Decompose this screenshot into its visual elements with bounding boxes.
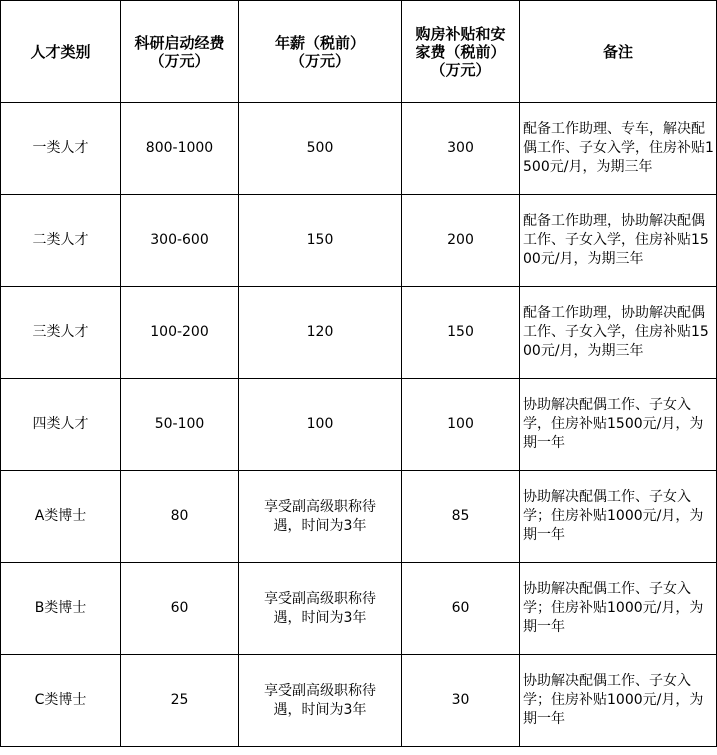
header-remarks <box>520 1 717 103</box>
cell-category-text: B类博士 <box>34 600 87 616</box>
cell-remarks <box>520 103 717 195</box>
cell-category-text: 三类人才 <box>32 324 89 340</box>
cell-salary-text: 100 <box>306 416 334 432</box>
cell-housing-text: 30 <box>451 692 470 708</box>
cell-category <box>1 655 121 747</box>
cell-remarks <box>520 379 717 471</box>
cell-remarks-text: 协助解决配偶工作、子女入学；住房补贴1000元/月，为期一年 <box>523 581 704 635</box>
cell-category <box>1 379 121 471</box>
cell-housing <box>402 471 520 563</box>
header-category <box>1 1 121 103</box>
table-row <box>1 563 717 655</box>
cell-research-fund <box>121 379 239 471</box>
cell-remarks-text: 协助解决配偶工作、子女入学；住房补贴1000元/月，为期一年 <box>523 489 704 543</box>
cell-salary-text: 享受副高级职称待 遇，时间为3年 <box>264 498 376 534</box>
cell-housing <box>402 103 520 195</box>
cell-salary <box>239 655 402 747</box>
cell-category <box>1 195 121 287</box>
cell-salary-text: 享受副高级职称待 遇，时间为3年 <box>264 682 376 718</box>
cell-housing-text: 200 <box>447 232 474 248</box>
cell-salary-text: 120 <box>306 324 334 340</box>
cell-category <box>1 471 121 563</box>
cell-housing-text: 100 <box>447 416 474 432</box>
cell-housing-text: 300 <box>447 140 474 156</box>
cell-research-fund-text: 80 <box>170 508 189 524</box>
cell-research-fund <box>121 655 239 747</box>
header-remarks-text: 备注 <box>602 42 633 61</box>
table-row <box>1 655 717 747</box>
header-housing <box>402 1 520 103</box>
cell-salary <box>239 195 402 287</box>
cell-remarks-text: 配备工作助理，协助解决配偶工作、子女入学，住房补贴1500元/月，为期三年 <box>523 213 709 267</box>
table-row <box>1 287 717 379</box>
cell-salary <box>239 563 402 655</box>
cell-remarks <box>520 655 717 747</box>
cell-housing <box>402 563 520 655</box>
cell-housing <box>402 655 520 747</box>
cell-remarks-text: 协助解决配偶工作、子女入学；住房补贴1000元/月，为期一年 <box>523 673 704 727</box>
cell-research-fund-text: 25 <box>170 692 189 708</box>
cell-research-fund <box>121 471 239 563</box>
table-row <box>1 379 717 471</box>
cell-housing-text: 85 <box>451 508 470 524</box>
cell-housing-text: 150 <box>447 324 474 340</box>
cell-salary <box>239 379 402 471</box>
cell-category-text: 二类人才 <box>32 232 89 248</box>
cell-housing <box>402 195 520 287</box>
cell-salary <box>239 287 402 379</box>
cell-salary-text: 享受副高级职称待 遇，时间为3年 <box>264 590 376 626</box>
cell-salary <box>239 471 402 563</box>
cell-category-text: 一类人才 <box>32 140 89 156</box>
cell-category-text: 四类人才 <box>32 416 89 432</box>
cell-remarks-text: 协助解决配偶工作、子女入学，住房补贴1500元/月，为期一年 <box>523 397 704 451</box>
header-research-fund-text: 科研启动经费 （万元） <box>134 33 225 70</box>
header-research-fund <box>121 1 239 103</box>
cell-category <box>1 563 121 655</box>
header-category-text: 人才类别 <box>30 42 91 61</box>
cell-research-fund <box>121 563 239 655</box>
header-row <box>1 1 717 103</box>
cell-remarks <box>520 563 717 655</box>
cell-research-fund-text: 300-600 <box>150 232 209 248</box>
cell-salary-text: 500 <box>306 140 334 156</box>
table-row <box>1 195 717 287</box>
table-row <box>1 471 717 563</box>
cell-category <box>1 287 121 379</box>
cell-research-fund <box>121 195 239 287</box>
cell-research-fund <box>121 287 239 379</box>
cell-research-fund-text: 100-200 <box>150 324 209 340</box>
cell-category <box>1 103 121 195</box>
cell-research-fund-text: 50-100 <box>154 416 205 432</box>
header-housing-text: 购房补贴和安 家费（税前） （万元） <box>415 24 506 79</box>
cell-category-text: A类博士 <box>34 508 87 524</box>
cell-category-text: C类博士 <box>34 692 87 708</box>
cell-remarks-text: 配备工作助理、专车，解决配偶工作、子女入学，住房补贴1500元/月，为期三年 <box>523 121 714 175</box>
cell-research-fund <box>121 103 239 195</box>
cell-salary-text: 150 <box>306 232 334 248</box>
cell-research-fund-text: 800-1000 <box>145 140 214 156</box>
cell-salary <box>239 103 402 195</box>
header-salary <box>239 1 402 103</box>
cell-housing-text: 60 <box>451 600 470 616</box>
cell-remarks-text: 配备工作助理，协助解决配偶工作、子女入学，住房补贴1500元/月，为期三年 <box>523 305 709 359</box>
cell-housing <box>402 379 520 471</box>
cell-remarks <box>520 195 717 287</box>
cell-remarks <box>520 471 717 563</box>
table-row <box>1 103 717 195</box>
header-salary-text: 年薪（税前） （万元） <box>274 33 365 70</box>
cell-remarks <box>520 287 717 379</box>
cell-housing <box>402 287 520 379</box>
cell-research-fund-text: 60 <box>170 600 189 616</box>
